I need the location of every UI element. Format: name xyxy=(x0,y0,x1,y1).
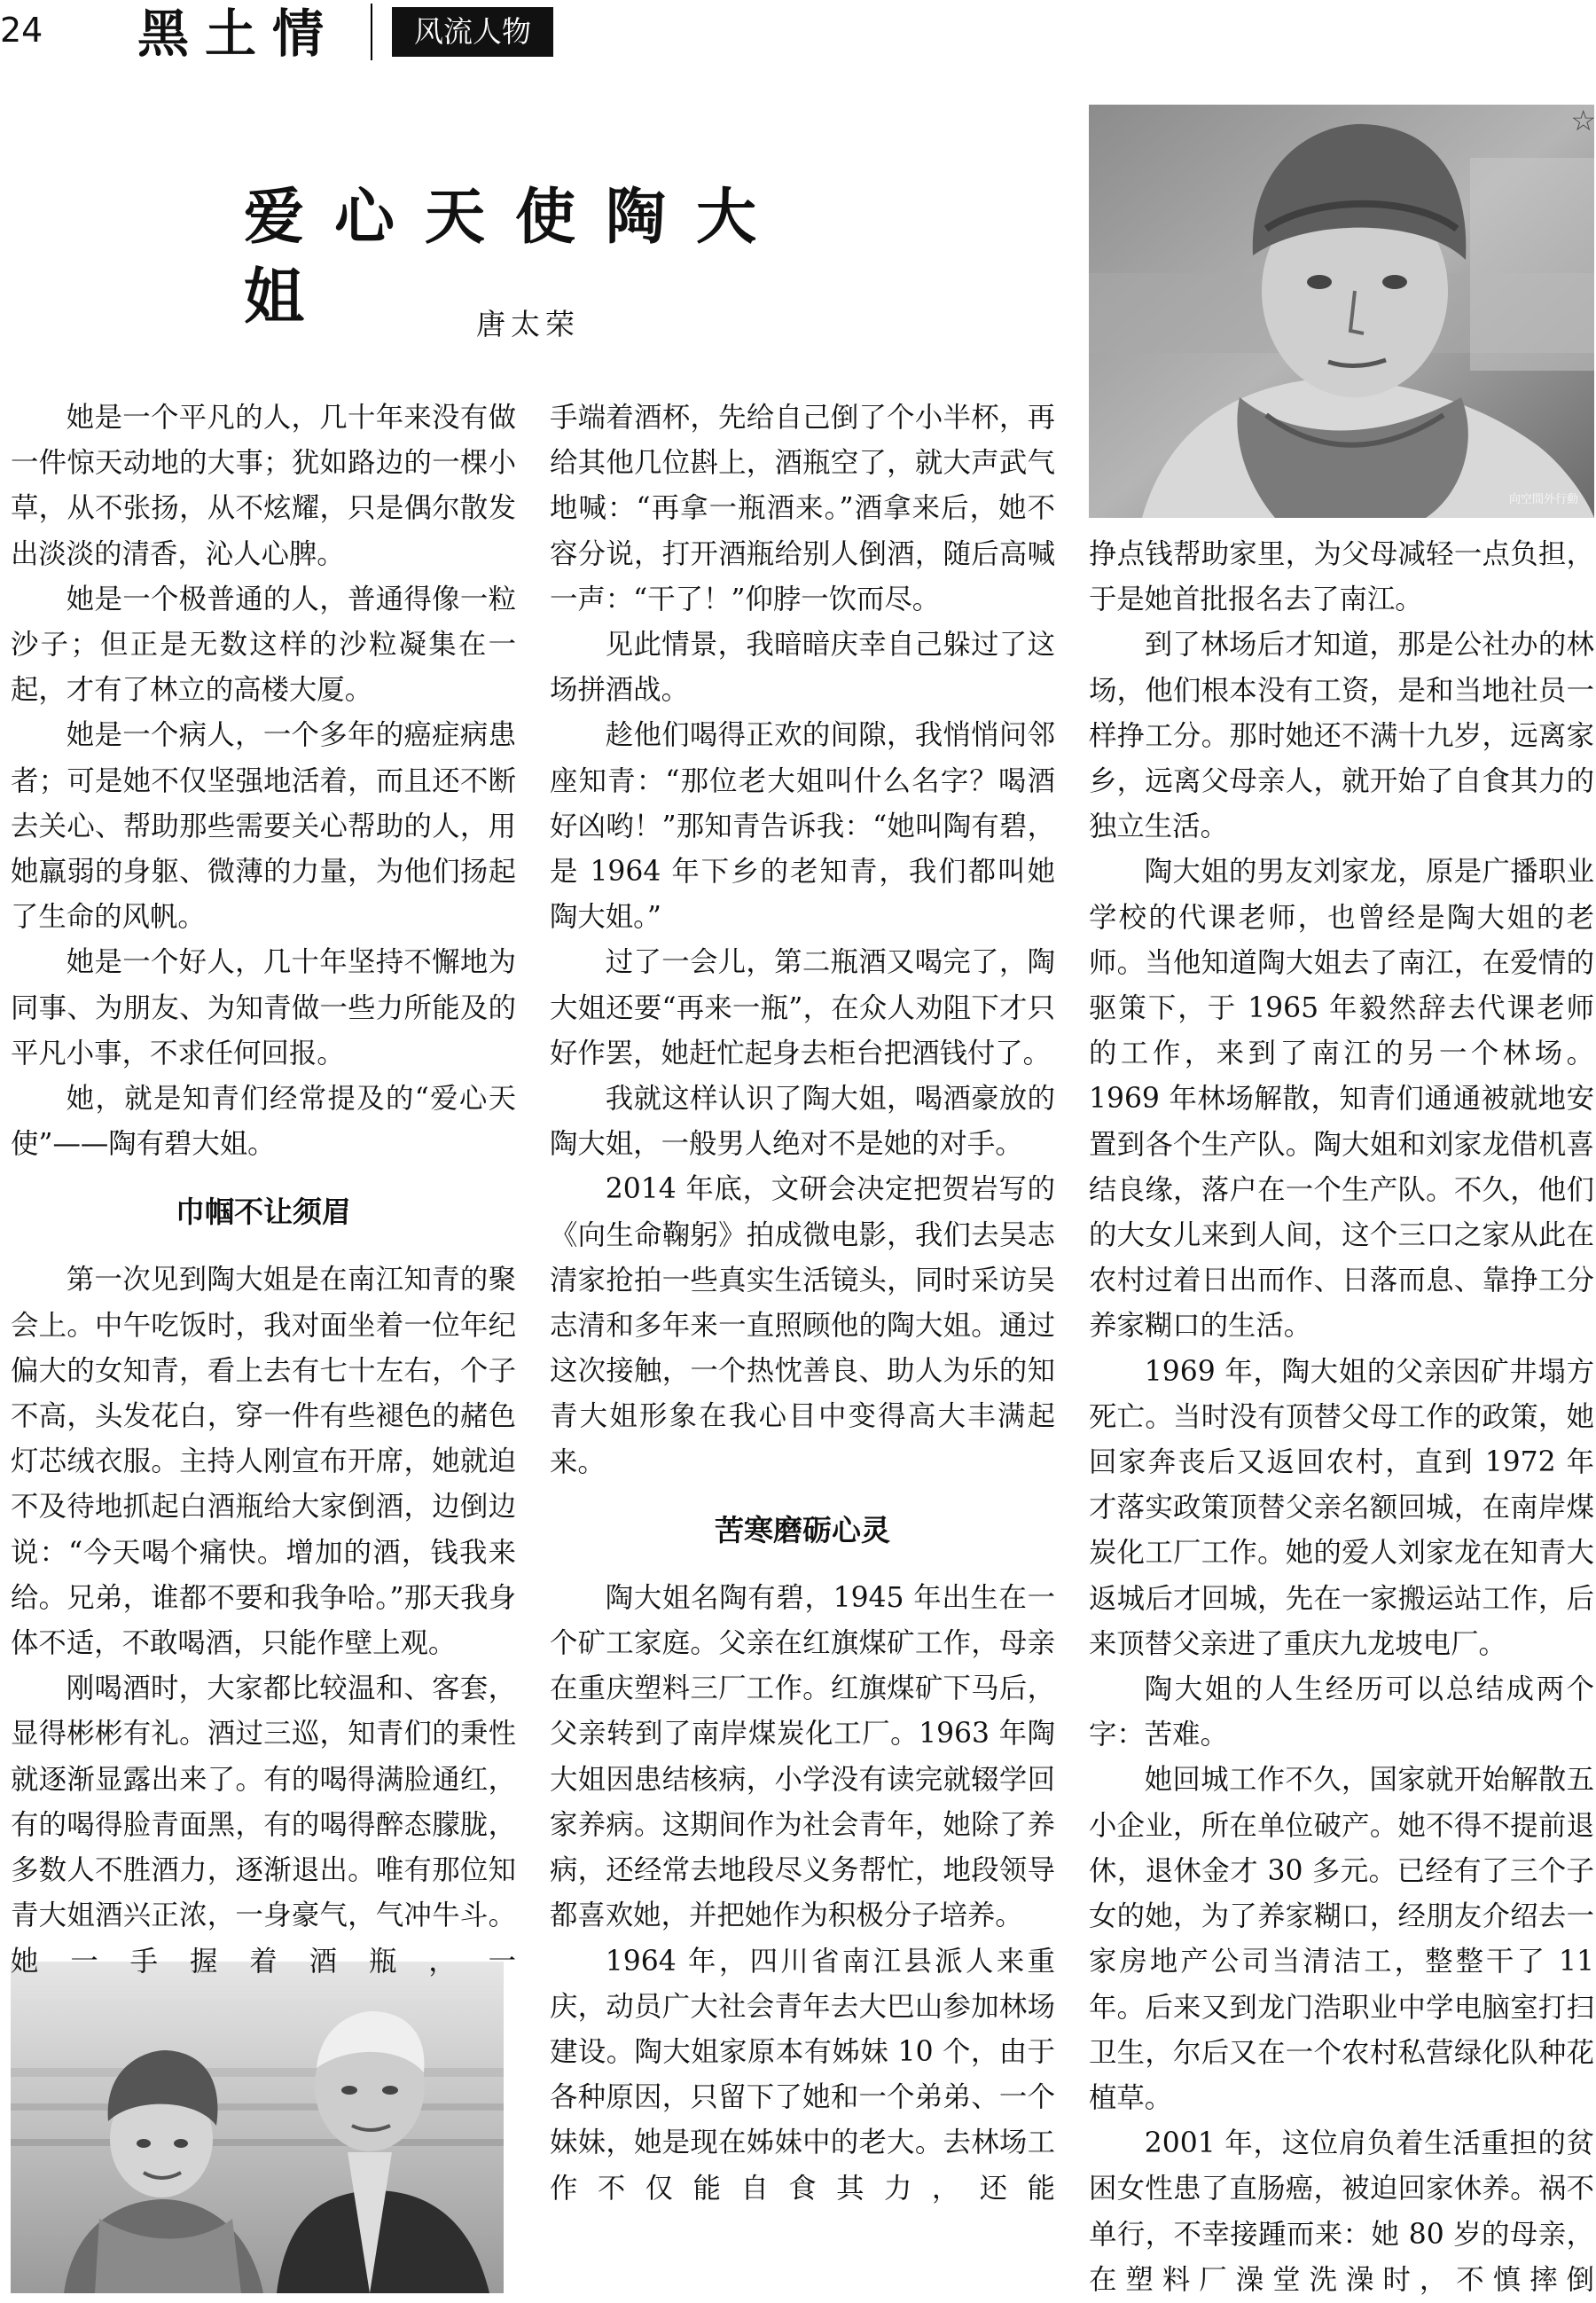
paragraph: 她回城工作不久，国家就开始解散五小企业，所在单位破产。她不得不提前退休，退休金才 30 多元。已经有了三个子女的她，为了养家糊口，经朋友介绍去一家房地产公司当清洁工，整整干了 11 年。后来又到龙门浩职业中学电脑室打扫卫生，尔后又在一个农村私营绿化队种花植草。 xyxy=(1089,1764,1594,2114)
paragraph: 她，就是知青们经常提及的“爱心天使”——陶有碧大姐。 xyxy=(11,1083,516,1161)
paragraph: 她是一个极普通的人，普通得像一粒沙子；但正是无数这样的沙粒凝集在一起，才有了林立的高楼大厦。 xyxy=(11,583,516,707)
text-column-1 xyxy=(11,396,516,1985)
paragraph: 手端着酒杯，先给自己倒了个小半杯，再给其他几位斟上，酒瓶空了，就大声武气地喊：“再拿一瓶酒来。”酒拿来后，她不容分说，打开酒瓶给别人倒酒，随后高喊一声：“干了！”仰脖一饮而尽。 xyxy=(550,402,1055,615)
paragraph: 挣点钱帮助家里，为父母减轻一点负担，于是她首批报名去了南江。 xyxy=(1089,538,1594,616)
magazine-name: 黑土情 xyxy=(137,4,340,64)
paragraph: 1969 年，陶大姐的父亲因矿井塌方死亡。当时没有顶替父母工作的政策，她回家奔丧后又返回农村，直到 1972 年才落实政策顶替父亲名额回城，在南岸煤炭化工厂工作。她的爱人刘家龙在知青大返城后才回城，先在一家搬运站工作，后来顶替父亲进了重庆九龙坡电厂。 xyxy=(1089,1355,1594,1660)
subheading: 苦寒磨砺心灵 xyxy=(715,1512,890,1547)
paragraph: 她是一个平凡的人，几十年来没有做一件惊天动地的大事；犹如路边的一棵小草，从不张扬，从不炫耀，只是偶尔散发出淡淡的清香，沁人心脾。 xyxy=(11,402,516,570)
star-icon: ☆ xyxy=(1570,104,1596,137)
paragraph: 陶大姐名陶有碧，1945 年出生在一个矿工家庭。父亲在红旗煤矿工作，母亲在重庆塑料三厂工作。红旗煤矿下马后，父亲转到了南岸煤炭化工厂。1963 年陶大姐因患结核病，小学没有读完就辍学回家养病。这期间作为社会青年，她除了养病，还经常去地段尽义务帮忙，地段领导都喜欢她，并把她作为积极分子培养。 xyxy=(550,1581,1055,1932)
photo-credit: 向空間外行動 xyxy=(1508,493,1578,506)
paragraph: 2001 年，这位肩负着生活重担的贫困女性患了直肠癌，被迫回家休养。祸不单行，不幸接踵而来：她 80 岁的母亲，在塑料厂澡堂洗澡时，不慎摔倒 xyxy=(1089,2127,1594,2296)
portrait-photo xyxy=(1089,105,1594,518)
page-number: 24 xyxy=(0,11,43,50)
article-title: 爱心天使陶大姐 xyxy=(244,182,787,333)
paragraph: 1964 年，四川省南江县派人来重庆，动员广大社会青年去大巴山参加林场建设。陶大姐家原本有姊妹 10 个，由于各种原因，只留下了她和一个弟弟、一个妹妹，她是现在姊妹中的老大。去林场工作不仅能自食其力，还能 xyxy=(550,1945,1055,2205)
header-divider xyxy=(371,4,372,60)
text-column-3 xyxy=(1089,532,1594,2303)
paragraph: 见此情景，我暗暗庆幸自己躲过了这场拼酒战。 xyxy=(550,629,1055,707)
paragraph: 她是一个好人，几十年坚持不懈地为同事、为朋友、为知青做一些力所能及的平凡小事，不求任何回报。 xyxy=(11,946,516,1069)
paragraph: 陶大姐的男友刘家龙，原是广播职业学校的代课老师，也曾经是陶大姐的老师。当他知道陶大姐去了南江，在爱情的驱策下，于 1965 年毅然辞去代课老师的工作，来到了南江的另一个林场。1969 年林场解散，知青们通通被就地安置到各个生产队。陶大姐和刘家龙借机喜结良缘，落户在一个生产队。不久，他们的大女儿来到人间，这个三口之家从此在农村过着日出而作、日落而息、靠挣工分养家糊口的生活。 xyxy=(1089,856,1594,1343)
paragraph: 2014 年底，文研会决定把贺岩写的《向生命鞠躬》拍成微电影，我们去吴志清家抢拍一些真实生活镜头，同时采访吴志清和多年来一直照顾他的陶大姐。通过这次接触，一个热忱善良、助人为乐的知青大姐形象在我心目中变得高大丰满起来。 xyxy=(550,1173,1055,1478)
couple-photo xyxy=(11,1962,504,2293)
paragraph: 我就这样认识了陶大姐，喝酒豪放的陶大姐，一般男人绝对不是她的对手。 xyxy=(550,1083,1055,1161)
subheading: 巾帼不让须眉 xyxy=(176,1195,351,1230)
paragraph: 过了一会儿，第二瓶酒又喝完了，陶大姐还要“再来一瓶”，在众人劝阻下才只好作罢，她赶忙起身去柜台把酒钱付了。 xyxy=(550,946,1055,1069)
paragraph: 陶大姐的人生经历可以总结成两个字：苦难。 xyxy=(1089,1673,1594,1751)
paragraph: 刚喝酒时，大家都比较温和、客套，显得彬彬有礼。酒过三巡，知青们的秉性就逐渐显露出来了。有的喝得满脸通红，有的喝得脸青面黑，有的喝得醉态朦胧，多数人不胜酒力，逐渐退出。唯有那位知青大姐酒兴正浓，一身豪气，气冲牛斗。她一手握着酒瓶，一 xyxy=(11,1672,516,1978)
article-author: 唐太荣 xyxy=(476,307,580,341)
section-tag: 风流人物 xyxy=(392,7,553,57)
paragraph: 第一次见到陶大姐是在南江知青的聚会上。中午吃饭时，我对面坐着一位年纪偏大的女知青，看上去有七十左右，个子不高，头发花白，穿一件有些褪色的赭色灯芯绒衣服。主持人刚宣布开席，她就迫不及待地抓起白酒瓶给大家倒酒，边倒边说：“今天喝个痛快。增加的酒，钱我来给。兄弟，谁都不要和我争哈。”那天我身体不适，不敢喝酒，只能作壁上观。 xyxy=(11,1264,516,1660)
paragraph: 到了林场后才知道，那是公社办的林场，他们根本没有工资，是和当地社员一样挣工分。那时她还不满十九岁，远离家乡，远离父母亲人，就开始了自食其力的独立生活。 xyxy=(1089,629,1594,843)
text-column-2 xyxy=(550,396,1055,2212)
paragraph: 趁他们喝得正欢的间隙，我悄悄问邻座知青：“那位老大姐叫什么名字？喝酒好凶哟！”那知青告诉我：“她叫陶有碧，是 1964 年下乡的老知青，我们都叫她陶大姐。” xyxy=(550,719,1055,934)
paragraph: 她是一个病人，一个多年的癌症病患者；可是她不仅坚强地活着，而且还不断去关心、帮助那些需要关心帮助的人，用她羸弱的身躯、微薄的力量，为他们扬起了生命的风帆。 xyxy=(11,719,516,934)
